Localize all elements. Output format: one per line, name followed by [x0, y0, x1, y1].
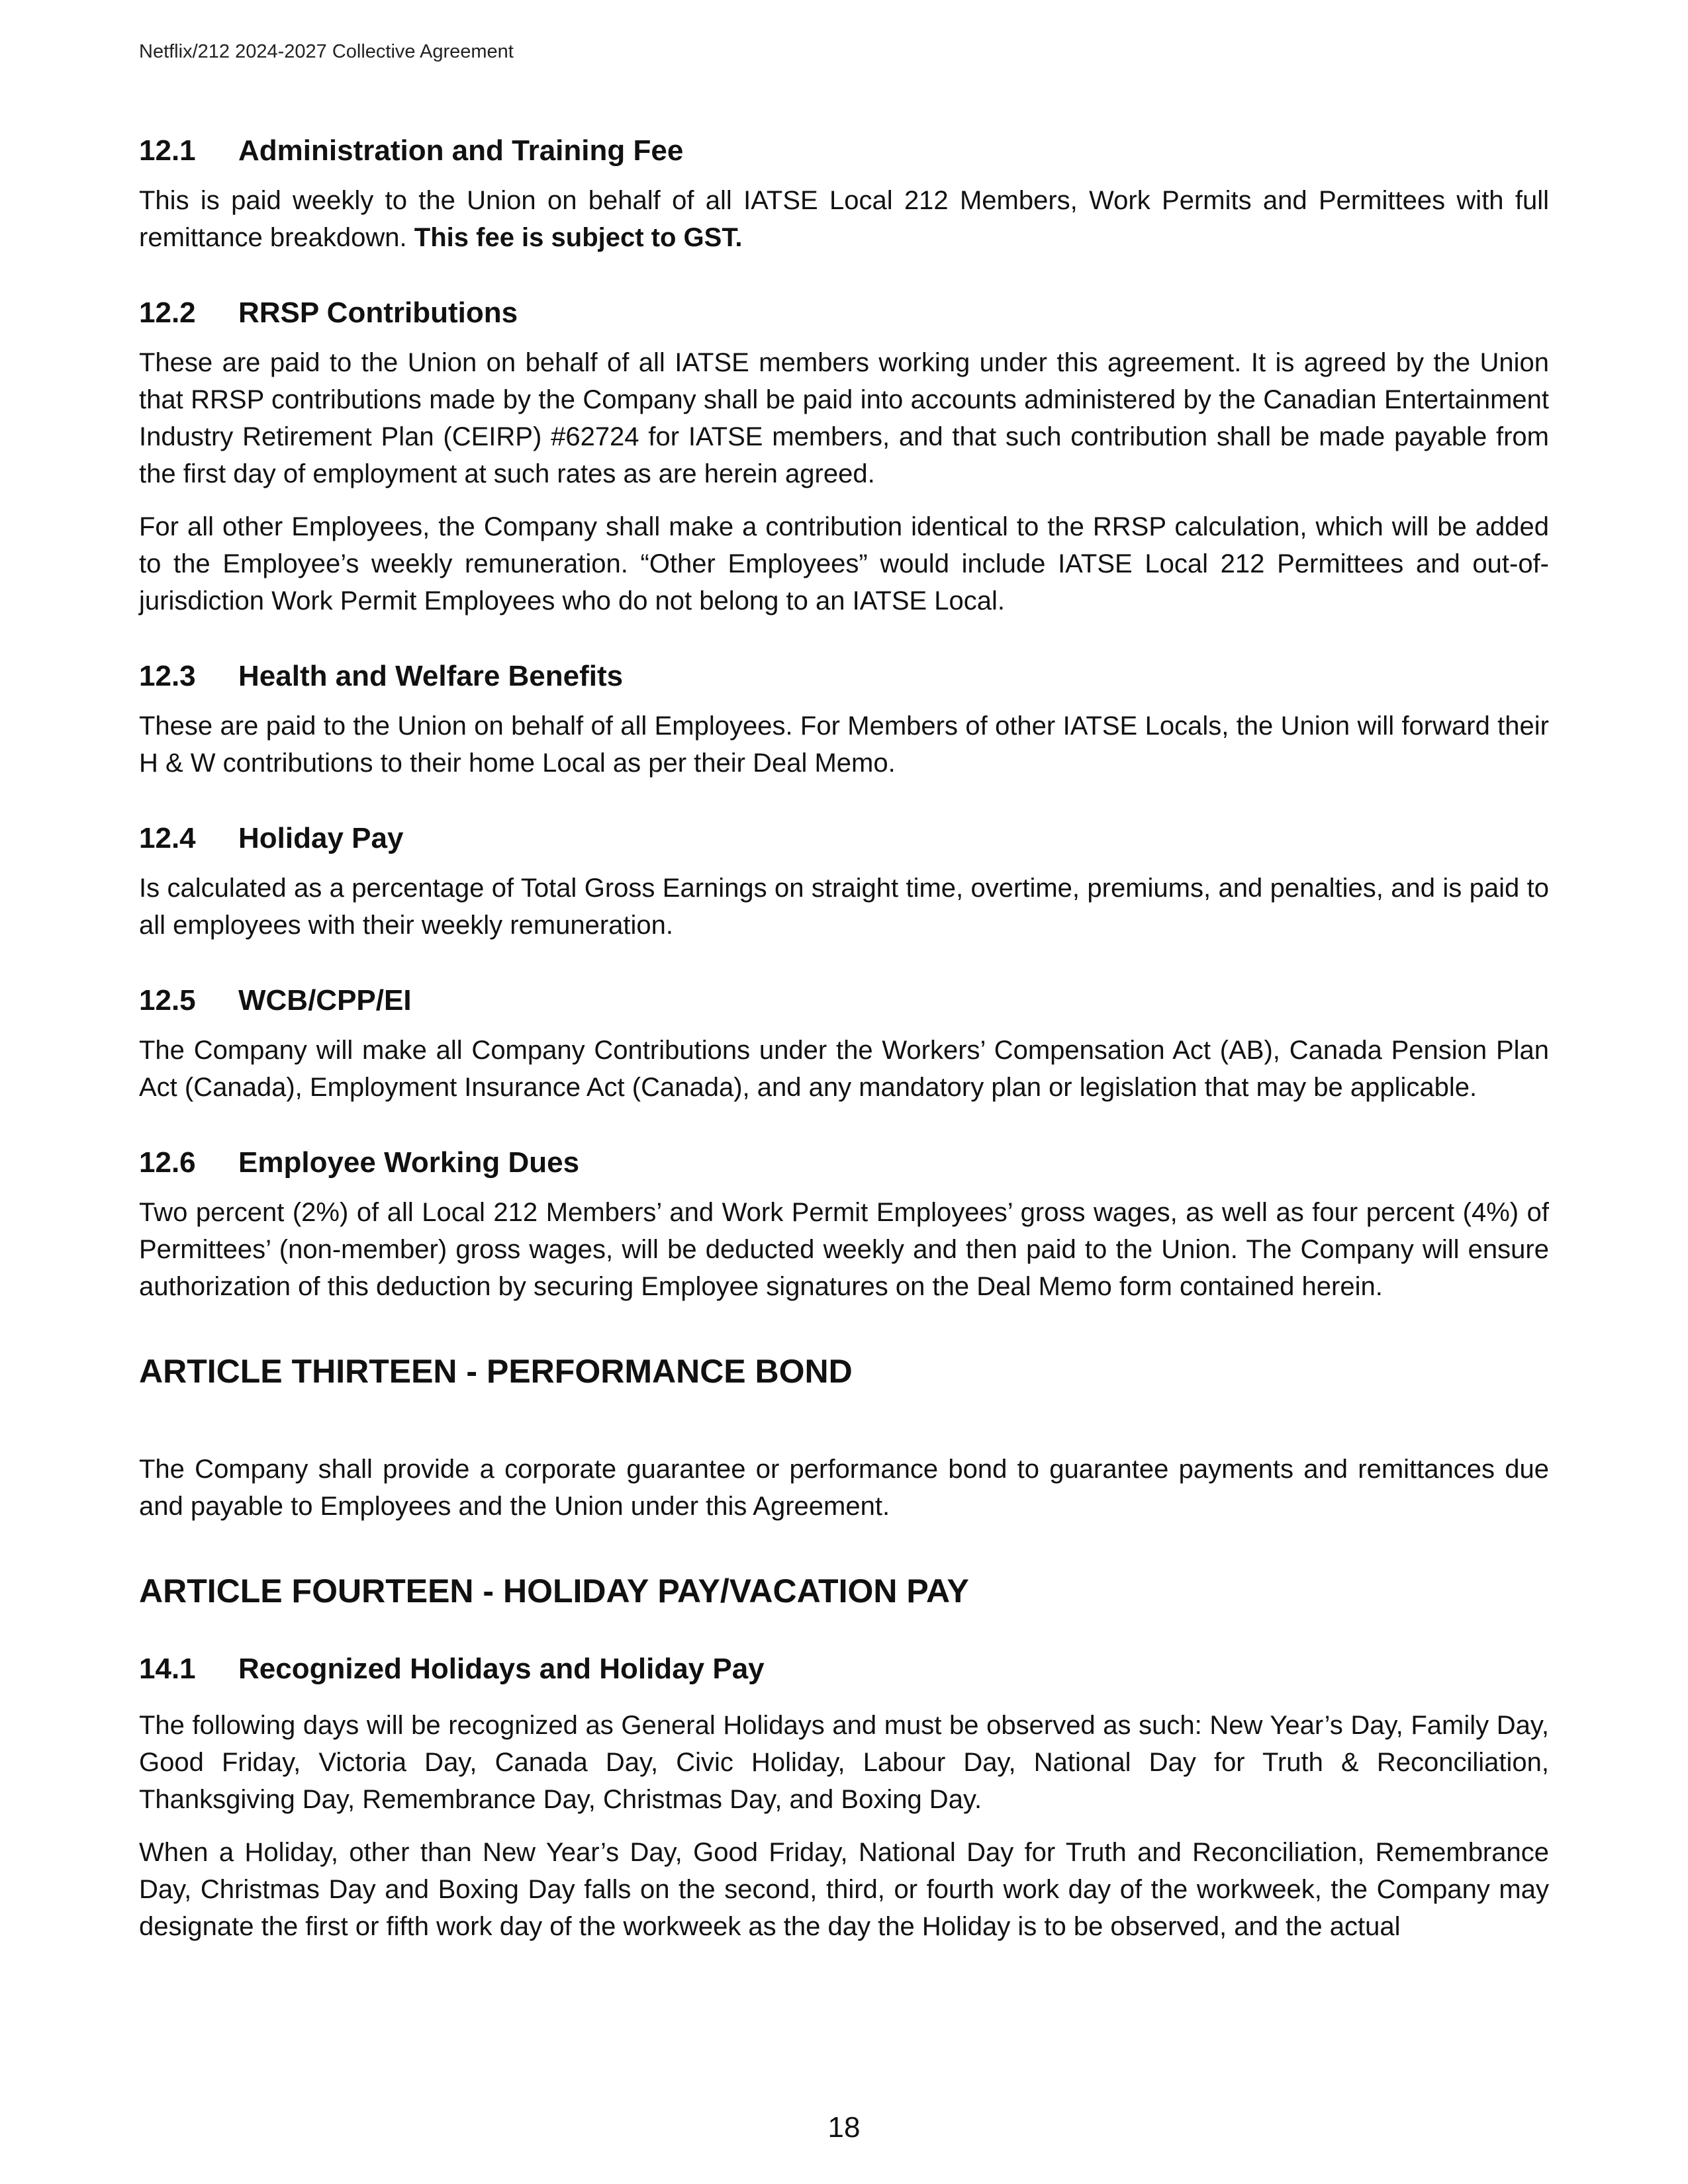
running-header: Netflix/212 2024-2027 Collective Agreement	[139, 41, 514, 62]
paragraph: The following days will be recognized as General Holidays and must be observed as such: New Year’s Day, Family Day, Good Friday, Victoria Day, Canada Day, Civic Holiday, Labour Day, National Day for Truth & Reconciliation, Thanksgiving Day, Remembrance Day, Christmas Day, and Boxing Day.	[139, 1711, 1549, 1814]
section-title: Health and Welfare Benefits	[238, 660, 624, 692]
section-title: WCB/CPP/EI	[238, 984, 412, 1017]
section-heading	[139, 658, 1549, 694]
paragraph	[139, 182, 1549, 256]
section-12-5	[139, 982, 1549, 1106]
section-12-6	[139, 1144, 1549, 1305]
gst-notice: This fee is subject to GST.	[414, 223, 743, 252]
paragraph-text: This is paid weekly to the Union on behalf of all IATSE Local 212 Members, Work Permits and Permittees with full remittance breakdown.	[139, 186, 1549, 252]
paragraph: These are paid to the Union on behalf of all IATSE members working under this agreement. It is agreed by the Union that RRSP contributions made by the Company shall be paid into accounts administered by the Canadian Entertainment Industry Retirement Plan (CEIRP) #62724 for IATSE members, and that such contribution shall be made payable from the first day of employment at such rates as are herein agreed.	[139, 348, 1549, 488]
section-heading	[139, 820, 1549, 856]
section-title: Employee Working Dues	[238, 1146, 580, 1179]
paragraph: For all other Employees, the Company shall make a contribution identical to the RRSP calculation, which will be added to the Employee’s weekly remuneration. “Other Employees” would include IATSE Local 212 Permittees and out-of-jurisdiction Work Permit Employees who do not belong to an IATSE Local.	[139, 512, 1549, 615]
section-title: RRSP Contributions	[238, 296, 518, 329]
section-title: Administration and Training Fee	[238, 134, 684, 167]
section-12-3	[139, 658, 1549, 782]
paragraph: These are paid to the Union on behalf of all Employees. For Members of other IATSE Locals, the Union will forward their H & W contributions to their home Local as per their Deal Memo.	[139, 711, 1549, 778]
article-fourteen-heading: ARTICLE FOURTEEN - HOLIDAY PAY/VACATION PAY	[139, 1572, 969, 1610]
section-number: 12.6	[139, 1146, 196, 1179]
section-number: 12.4	[139, 822, 196, 854]
section-heading	[139, 132, 1549, 169]
section-number: 12.3	[139, 660, 196, 692]
section-number: 12.2	[139, 296, 196, 329]
paragraph: When a Holiday, other than New Year’s Day, Good Friday, National Day for Truth and Reconciliation, Remembrance Day, Christmas Day and Boxing Day falls on the second, third, or fourth work day of the workweek, the Company may designate the first or fifth work day of the workweek as the day the Holiday is to be observed, and the actual	[139, 1838, 1549, 1941]
section-heading	[139, 1651, 1549, 1687]
page-body	[139, 132, 1549, 1961]
page-number: 18	[827, 2111, 861, 2144]
section-heading	[139, 982, 1549, 1019]
section-14-1	[139, 1651, 1549, 1945]
section-number: 12.1	[139, 134, 196, 167]
section-12-1	[139, 132, 1549, 256]
section-title: Holiday Pay	[238, 822, 404, 854]
section-12-2	[139, 295, 1549, 619]
section-number: 14.1	[139, 1653, 196, 1685]
section-heading	[139, 295, 1549, 331]
paragraph: Two percent (2%) of all Local 212 Members’ and Work Permit Employees’ gross wages, as well as four percent (4%) of Permittees’ (non-member) gross wages, will be deducted weekly and then paid to the Union. The Company will ensure authorization of this deduction by securing Employee signatures on the Deal Memo form contained herein.	[139, 1198, 1549, 1301]
section-12-4	[139, 820, 1549, 944]
section-number: 12.5	[139, 984, 196, 1017]
paragraph: The Company will make all Company Contributions under the Workers’ Compensation Act (AB), Canada Pension Plan Act (Canada), Employment Insurance Act (Canada), and any mandatory plan or legislation that may be applicable.	[139, 1036, 1549, 1102]
paragraph: The Company shall provide a corporate guarantee or performance bond to guarantee payments and remittances due and payable to Employees and the Union under this Agreement.	[139, 1455, 1549, 1521]
article-thirteen-heading: ARTICLE THIRTEEN - PERFORMANCE BOND	[139, 1353, 853, 1390]
section-heading	[139, 1144, 1549, 1181]
paragraph: Is calculated as a percentage of Total Gross Earnings on straight time, overtime, premiums, and penalties, and is paid to all employees with their weekly remuneration.	[139, 874, 1549, 940]
section-title: Recognized Holidays and Holiday Pay	[238, 1653, 765, 1685]
